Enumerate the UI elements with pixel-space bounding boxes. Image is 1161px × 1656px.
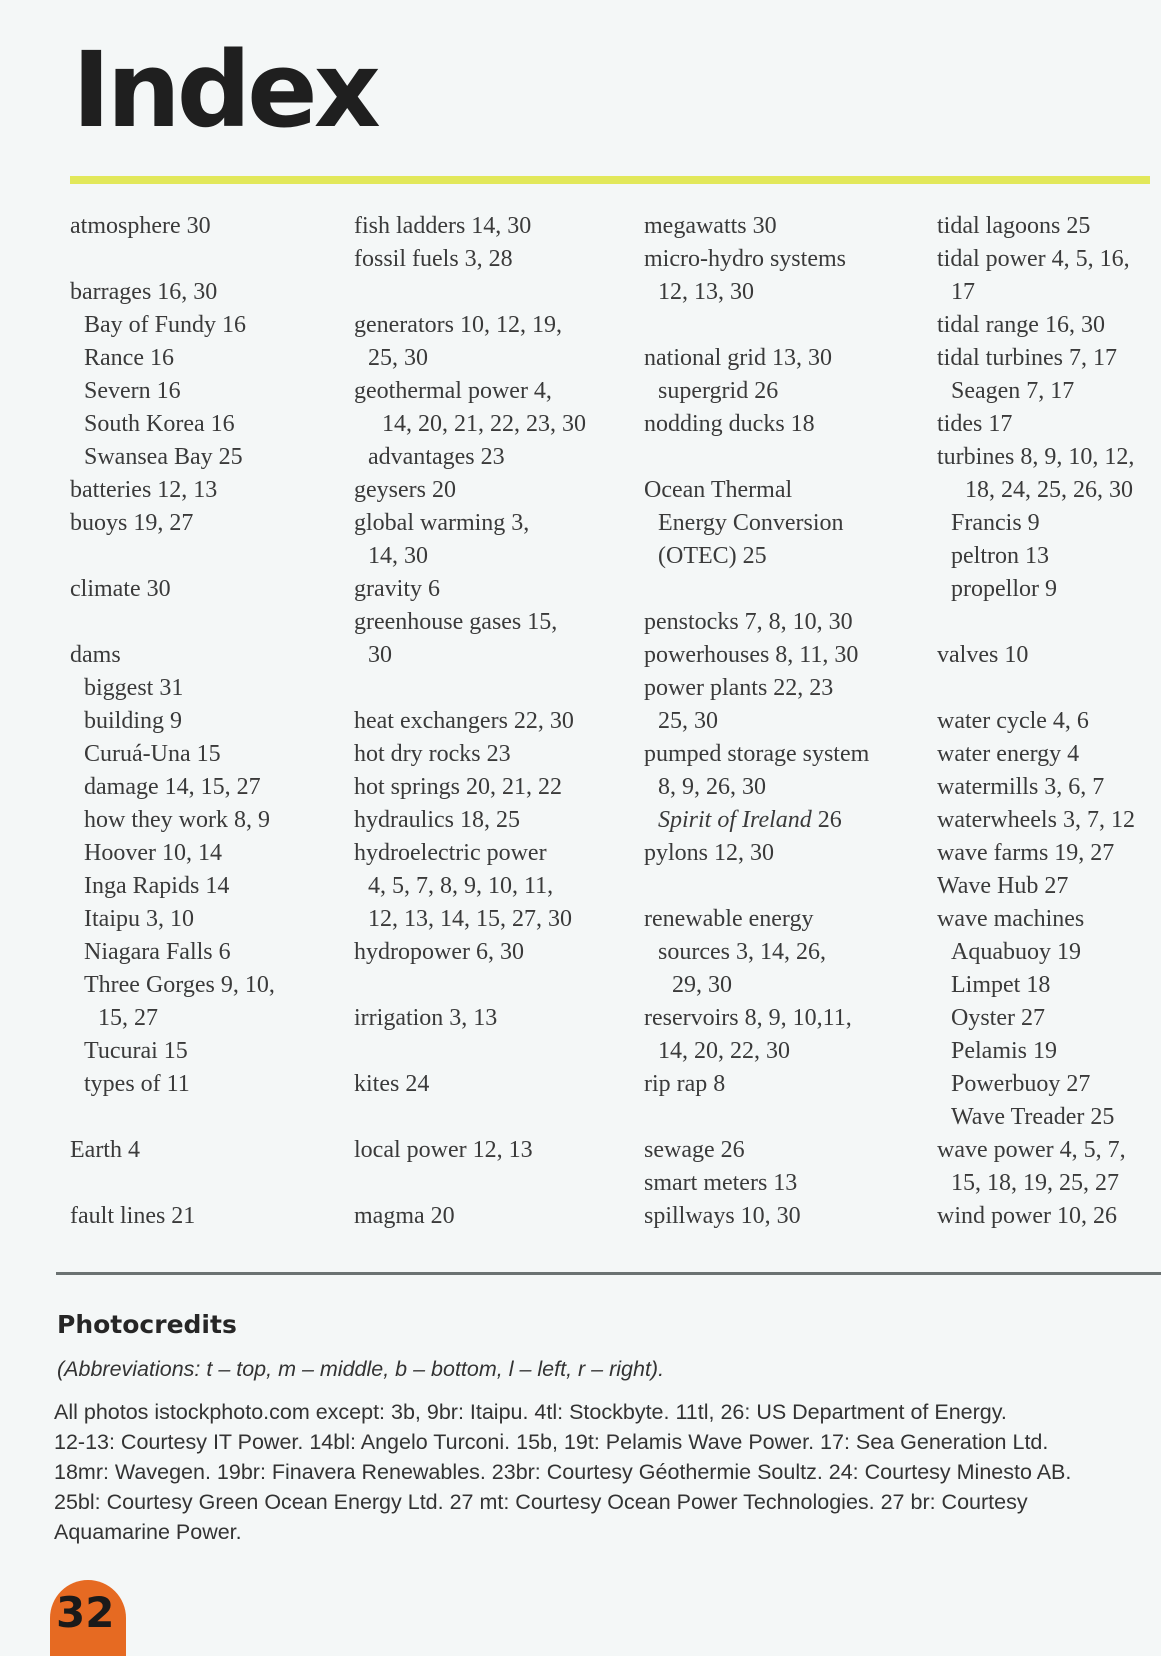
index-entry: 30	[368, 642, 392, 668]
index-entry: damage 14, 15, 27	[84, 774, 261, 800]
index-spacer	[70, 243, 360, 276]
index-entry: wave power 4, 5, 7,	[937, 1137, 1126, 1163]
index-entry: 8, 9, 26, 30	[658, 774, 766, 800]
index-spacer	[644, 441, 934, 474]
index-spacer	[644, 573, 934, 606]
index-spacer	[70, 1101, 360, 1134]
index-entry: wave machines	[937, 906, 1085, 932]
index-entry: Itaipu 3, 10	[84, 906, 194, 932]
index-column-2	[354, 210, 644, 1233]
index-entry: how they work 8, 9	[84, 807, 270, 833]
index-spacer	[354, 1101, 644, 1134]
index-entry: biggest 31	[84, 675, 184, 701]
index-entry: reservoirs 8, 9, 10,11,	[644, 1005, 852, 1031]
index-entry: 14, 30	[368, 543, 428, 569]
index-entry: 15, 18, 19, 25, 27	[951, 1170, 1119, 1196]
index-entry: Wave Treader 25	[951, 1104, 1115, 1130]
index-entry: Aquabuoy 19	[951, 939, 1081, 965]
index-entry: hot dry rocks 23	[354, 741, 511, 767]
index-entry: Rance 16	[84, 345, 174, 371]
index-entry: tidal power 4, 5, 16,	[937, 246, 1130, 272]
index-entry: barrages 16, 30	[70, 279, 218, 305]
index-entry: Wave Hub 27	[937, 873, 1069, 899]
index-spacer	[70, 540, 360, 573]
index-spacer	[644, 870, 934, 903]
index-spacer	[937, 672, 1161, 705]
index-entry: hydropower 6, 30	[354, 939, 524, 965]
index-entry: fish ladders 14, 30	[354, 213, 532, 239]
index-entry: water cycle 4, 6	[937, 708, 1089, 734]
index-entry: irrigation 3, 13	[354, 1005, 498, 1031]
index-entry: tidal lagoons 25	[937, 213, 1091, 239]
index-entry: hot springs 20, 21, 22	[354, 774, 563, 800]
index-entry: Ocean Thermal	[644, 477, 793, 503]
index-entry: Seagen 7, 17	[951, 378, 1075, 404]
index-spacer	[354, 1035, 644, 1068]
index-entry: Hoover 10, 14	[84, 840, 222, 866]
photocredits-heading: Photocredits	[57, 1310, 237, 1339]
index-entry: propellor 9	[951, 576, 1057, 602]
index-entry: local power 12, 13	[354, 1137, 533, 1163]
photocredits-line: 18mr: Wavegen. 19br: Finavera Renewables. 23br: Courtesy Géothermie Soultz. 24: Courtesy Minesto AB.	[54, 1460, 1072, 1484]
index-entry: national grid 13, 30	[644, 345, 832, 371]
index-entry: turbines 8, 9, 10, 12,	[937, 444, 1135, 470]
index-entry: wave farms 19, 27	[937, 840, 1115, 866]
index-entry: smart meters 13	[644, 1170, 798, 1196]
index-entry: tides 17	[937, 411, 1013, 437]
index-entry: hydraulics 18, 25	[354, 807, 520, 833]
index-entry-italic: Spirit of Ireland	[658, 807, 812, 833]
index-entry: gravity 6	[354, 576, 440, 602]
index-entry: wind power 10, 26	[937, 1203, 1117, 1229]
photocredits-abbreviations: (Abbreviations: t – top, m – middle, b – bottom, l – left, r – right).	[57, 1357, 665, 1381]
index-entry: 12, 13, 30	[658, 279, 754, 305]
index-entry: batteries 12, 13	[70, 477, 218, 503]
index-spacer	[937, 606, 1161, 639]
index-entry: 18, 24, 25, 26, 30	[965, 477, 1133, 503]
index-entry: waterwheels 3, 7, 12	[937, 807, 1135, 833]
index-entry: power plants 22, 23	[644, 675, 834, 701]
index-entry: dams	[70, 642, 121, 668]
index-entry: kites 24	[354, 1071, 430, 1097]
index-entry: nodding ducks 18	[644, 411, 815, 437]
index-spacer	[354, 276, 644, 309]
index-entry: geothermal power 4,	[354, 378, 552, 404]
index-entry: penstocks 7, 8, 10, 30	[644, 609, 853, 635]
index-entry: pumped storage system	[644, 741, 870, 767]
index-entry: 14, 20, 22, 30	[658, 1038, 790, 1064]
index-entry: supergrid 26	[658, 378, 779, 404]
index-entry: pylons 12, 30	[644, 840, 775, 866]
index-entry: 4, 5, 7, 8, 9, 10, 11,	[368, 873, 554, 899]
photocredits-line: 25bl: Courtesy Green Ocean Energy Ltd. 27 mt: Courtesy Ocean Power Technologies. 27 br: Courtesy	[54, 1490, 1028, 1514]
index-entry: rip rap 8	[644, 1071, 726, 1097]
index-entry: Swansea Bay 25	[84, 444, 243, 470]
index-column-1	[70, 210, 360, 1233]
index-entry: Bay of Fundy 16	[84, 312, 246, 338]
index-entry: 25, 30	[658, 708, 718, 734]
index-entry: buoys 19, 27	[70, 510, 194, 536]
page-title: Index	[72, 29, 377, 151]
photocredits-line: Aquamarine Power.	[54, 1520, 242, 1544]
index-entry: Pelamis 19	[951, 1038, 1057, 1064]
index-entry: Niagara Falls 6	[84, 939, 231, 965]
index-entry: 29, 30	[672, 972, 732, 998]
title-underline	[70, 176, 1150, 184]
index-entry: Limpet 18	[951, 972, 1051, 998]
index-entry-pages: 26	[811, 807, 842, 833]
index-entry: Oyster 27	[951, 1005, 1045, 1031]
index-entry: global warming 3,	[354, 510, 530, 536]
photocredits-text	[54, 1397, 1154, 1547]
section-divider	[56, 1272, 1161, 1275]
index-entry: 12, 13, 14, 15, 27, 30	[368, 906, 572, 932]
index-entry: geysers 20	[354, 477, 456, 503]
index-spacer	[644, 309, 934, 342]
index-entry: megawatts 30	[644, 213, 777, 239]
index-entry: Three Gorges 9, 10,	[84, 972, 275, 998]
index-entry: (OTEC) 25	[658, 543, 767, 569]
index-entry	[644, 804, 934, 837]
index-entry: sources 3, 14, 26,	[658, 939, 826, 965]
index-entry: peltron 13	[951, 543, 1049, 569]
index-column-4	[937, 210, 1161, 1233]
photocredits-line: 12-13: Courtesy IT Power. 14bl: Angelo Turconi. 15b, 19t: Pelamis Wave Power. 17: Sea Generation Ltd.	[54, 1430, 1049, 1454]
photocredits-line: All photos istockphoto.com except: 3b, 9br: Itaipu. 4tl: Stockbyte. 11tl, 26: US Department of Energy.	[54, 1400, 1007, 1424]
index-entry: Francis 9	[951, 510, 1040, 536]
index-entry: greenhouse gases 15,	[354, 609, 558, 635]
index-entry: Powerbuoy 27	[951, 1071, 1091, 1097]
index-entry: 25, 30	[368, 345, 428, 371]
index-entry: Severn 16	[84, 378, 181, 404]
index-entry: South Korea 16	[84, 411, 235, 437]
index-entry: 17	[951, 279, 975, 305]
index-entry: hydroelectric power	[354, 840, 547, 866]
index-entry: tidal turbines 7, 17	[937, 345, 1117, 371]
index-entry: fault lines 21	[70, 1203, 196, 1229]
index-entry: water energy 4	[937, 741, 1080, 767]
index-entry: Tucurai 15	[84, 1038, 188, 1064]
index-entry: micro-hydro systems	[644, 246, 846, 272]
index-spacer	[70, 1167, 360, 1200]
index-entry: renewable energy	[644, 906, 814, 932]
index-entry: 14, 20, 21, 22, 23, 30	[382, 411, 586, 437]
index-spacer	[354, 1167, 644, 1200]
index-entry: Inga Rapids 14	[84, 873, 230, 899]
index-entry: atmosphere 30	[70, 213, 211, 239]
index-entry: sewage 26	[644, 1137, 745, 1163]
index-spacer	[644, 1101, 934, 1134]
index-spacer	[354, 969, 644, 1002]
index-entry: 15, 27	[98, 1005, 158, 1031]
page-number: 32	[56, 1588, 115, 1637]
index-spacer	[70, 606, 360, 639]
index-entry: climate 30	[70, 576, 171, 602]
index-entry: watermills 3, 6, 7	[937, 774, 1105, 800]
index-entry: spillways 10, 30	[644, 1203, 801, 1229]
index-entry: advantages 23	[368, 444, 505, 470]
index-entry: powerhouses 8, 11, 30	[644, 642, 859, 668]
index-spacer	[354, 672, 644, 705]
index-entry: valves 10	[937, 642, 1029, 668]
index-entry: heat exchangers 22, 30	[354, 708, 574, 734]
index-entry: Curuá-Una 15	[84, 741, 221, 767]
index-column-3	[644, 210, 934, 1233]
index-entry: types of 11	[84, 1071, 190, 1097]
index-entry: generators 10, 12, 19,	[354, 312, 562, 338]
index-entry: fossil fuels 3, 28	[354, 246, 513, 272]
index-entry: building 9	[84, 708, 183, 734]
index-entry: tidal range 16, 30	[937, 312, 1105, 338]
index-entry: Earth 4	[70, 1137, 140, 1163]
index-columns	[62, 210, 1161, 1260]
index-entry: magma 20	[354, 1203, 455, 1229]
index-entry: Energy Conversion	[658, 510, 844, 536]
